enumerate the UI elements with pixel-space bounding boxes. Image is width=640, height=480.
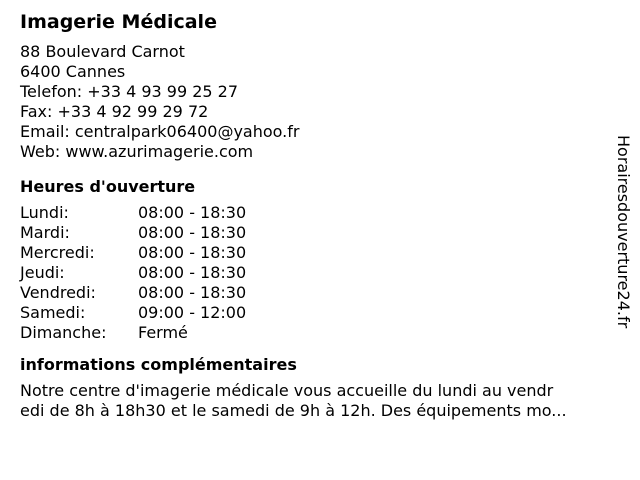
time-range: 08:00 - 18:30 (138, 263, 247, 282)
additional-info-title: informations complémentaires (20, 355, 297, 374)
day-label: Mercredi: (20, 243, 95, 262)
site-watermark: Horairesdouverture24.fr (614, 135, 633, 329)
time-range: 08:00 - 18:30 (138, 243, 247, 262)
business-name: Imagerie Médicale (20, 11, 217, 33)
hours-row-wednesday (20, 243, 610, 263)
additional-info-line-1: Notre centre d'imagerie médicale vous accueille du lundi au vendr (20, 381, 554, 400)
day-label: Lundi: (20, 203, 69, 222)
time-range: 09:00 - 12:00 (138, 303, 247, 322)
day-label: Samedi: (20, 303, 86, 322)
time-range: 08:00 - 18:30 (138, 203, 247, 222)
address-line-2: 6400 Cannes (20, 62, 126, 81)
opening-hours-title: Heures d'ouverture (20, 177, 196, 196)
hours-row-saturday (20, 303, 610, 323)
time-range: Fermé (138, 323, 188, 342)
fax-number: Fax: +33 4 92 99 29 72 (20, 102, 209, 121)
day-label: Jeudi: (20, 263, 65, 282)
business-card (20, 10, 610, 421)
opening-hours-list (20, 203, 610, 343)
hours-row-monday (20, 203, 610, 223)
hours-row-tuesday (20, 223, 610, 243)
day-label: Dimanche: (20, 323, 107, 342)
day-label: Vendredi: (20, 283, 96, 302)
hours-row-thursday (20, 263, 610, 283)
additional-info-text (20, 381, 620, 421)
address-line-1: 88 Boulevard Carnot (20, 42, 185, 61)
phone-number: Telefon: +33 4 93 99 25 27 (20, 82, 239, 101)
time-range: 08:00 - 18:30 (138, 223, 247, 242)
website: Web: www.azurimagerie.com (20, 142, 254, 161)
hours-row-friday (20, 283, 610, 303)
hours-row-sunday (20, 323, 610, 343)
time-range: 08:00 - 18:30 (138, 283, 247, 302)
day-label: Mardi: (20, 223, 70, 242)
additional-info-line-2: edi de 8h à 18h30 et le samedi de 9h à 12h. Des équipements mo... (20, 401, 567, 420)
email-address: Email: centralpark06400@yahoo.fr (20, 122, 300, 141)
